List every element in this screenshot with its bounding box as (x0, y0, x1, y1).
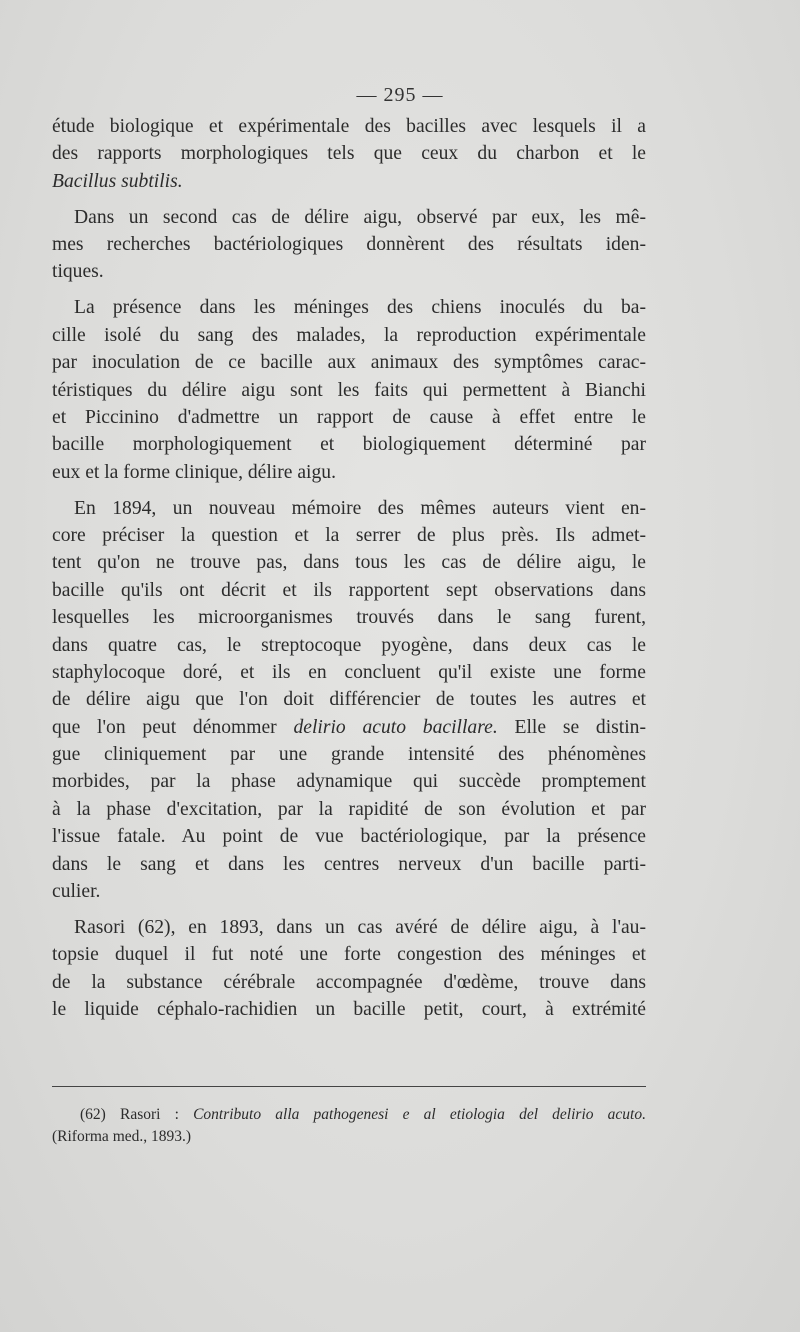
italic-term: delirio acuto bacillare. (293, 716, 498, 738)
text-line: morbides, par la phase adynamique qui succède promptement (52, 771, 646, 793)
text-segment: Elle se distin- (497, 716, 646, 738)
text-line (52, 714, 646, 741)
text-line: le liquide céphalo-rachidien un bacille petit, court, à extrémité (52, 999, 646, 1021)
paragraph-4 (52, 495, 646, 906)
paragraph-3 (52, 294, 646, 486)
text-line: lesquelles les microorganismes trouvés dans le sang furent, (52, 607, 646, 629)
paragraph-2 (52, 204, 646, 286)
text-line: staphylocoque doré, et ils en concluent qu'il existe une forme (52, 661, 646, 683)
footnote-ref: (62) Rasori : (80, 1106, 194, 1123)
footnote-line (52, 1104, 646, 1126)
text-line: et Piccinino d'admettre un rapport de cause à effet entre le (52, 406, 646, 428)
text-line: mes recherches bactériologiques donnèrent des résultats iden- (52, 234, 646, 256)
text-line: core préciser la question et la serrer de plus près. Ils admet- (52, 524, 646, 546)
text-line: La présence dans les méninges des chiens inoculés du ba- (74, 297, 646, 319)
text-line: par inoculation de ce bacille aux animaux des symptômes carac- (52, 352, 646, 374)
text-line: tent qu'on ne trouve pas, dans tous les cas de délire aigu, le (52, 552, 646, 574)
text-line: bacille morphologiquement et biologiquement déterminé par (52, 434, 646, 456)
paragraph-5 (52, 914, 646, 1024)
text-line: des rapports morphologiques tels que ceux du charbon et le (52, 143, 646, 165)
text-line: téristiques du délire aigu sont les faits qui permettent à Bianchi (52, 379, 646, 401)
text-line: tiques. (52, 261, 104, 283)
text-line: Dans un second cas de délire aigu, observé par eux, les mê- (74, 206, 646, 228)
text-line: étude biologique et expérimentale des bacilles avec lesquels il a (52, 116, 646, 137)
text-line: eux et la forme clinique, délire aigu. (52, 461, 336, 483)
footnote-rule (52, 1086, 646, 1087)
italic-term: Bacillus subtilis. (52, 170, 183, 192)
text-line: dans le sang et dans les centres nerveux d'un bacille parti- (52, 853, 646, 875)
text-line: culier. (52, 881, 101, 903)
text-line: dans quatre cas, le streptocoque pyogène, dans deux cas le (52, 634, 646, 656)
footnote-line: (Riforma med., 1893.) (52, 1128, 192, 1145)
paragraph-1 (52, 113, 646, 195)
page-number: — 295 — (356, 84, 444, 106)
text-segment: que l'on peut dénommer (52, 716, 294, 738)
text-line: l'issue fatale. Au point de vue bactériologique, par la présence (52, 826, 646, 848)
text-line: gue cliniquement par une grande intensité des phénomènes (52, 744, 646, 766)
text-line: bacille qu'ils ont décrit et ils rapportent sept observations dans (52, 579, 646, 601)
text-line: En 1894, un nouveau mémoire des mêmes auteurs vient en- (74, 497, 646, 519)
text-line: à la phase d'excitation, par la rapidité de son évolution et par (52, 798, 646, 820)
main-text (52, 113, 646, 1032)
text-line: de la substance cérébrale accompagnée d'œdème, trouve dans (52, 971, 646, 993)
text-line (52, 168, 646, 195)
footnote-title: Contributo alla pathogenesi e al etiologia del delirio acuto. (193, 1106, 646, 1123)
footnote (52, 1104, 646, 1148)
text-line: topsie duquel il fut noté une forte congestion des méninges et (52, 944, 646, 966)
text-line: cille isolé du sang des malades, la reproduction expérimentale (52, 324, 646, 346)
text-line: Rasori (62), en 1893, dans un cas avéré de délire aigu, à l'au- (74, 916, 646, 938)
text-line: de délire aigu que l'on doit différencier de toutes les autres et (52, 689, 646, 711)
